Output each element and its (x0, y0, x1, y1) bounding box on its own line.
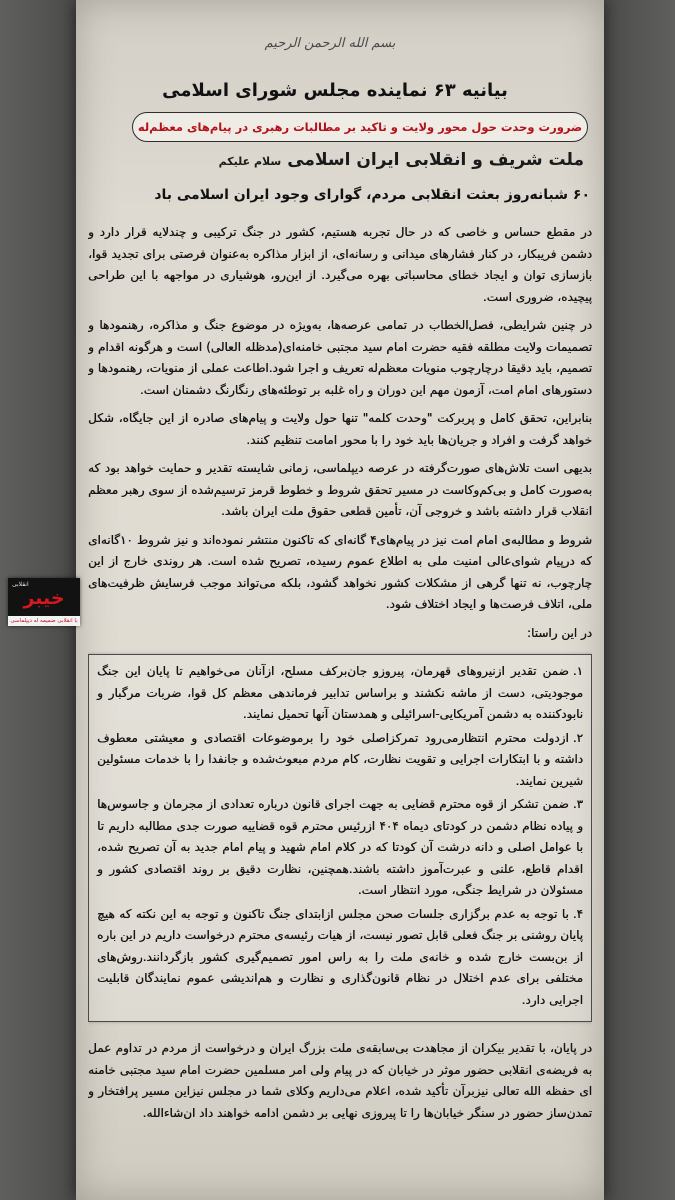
body-paragraph: بدیهی است تلاش‌های صورت‌گرفته در عرصه دیپلماسی، زمانی شایسته تقدیر و حمایت خواهد بود که به‌صورت کامل و بی‌کم‌وکاست در مسیر تحقق شروط و خطوط قرمز ترسیم‌شده از سوی رهبر معظم انقلاب قرار داشته باشد و خروجی آن، تأمین قطعی حقوق ملت ایران باشد. (88, 461, 592, 518)
statement-body (88, 222, 592, 1184)
demand-number: ۱. (572, 664, 583, 678)
demand-text: ازدولت محترم انتظارمی‌رود تمرکزاصلی خود را برموضوعات اقتصادی و معیشتی معطوف داشته و با ابتکارات اجرایی و تقویت نظارت، کام مردم مبعوث‌شده و جانفدا را با خدمات مسئولین شیرین نمایند. (97, 730, 583, 788)
body-paragraph: در مقطع حساس و خاصی که در حال تجربه هستیم، کشور در جنگ ترکیبی و چندلایه قرار دارد و دشمن فریبکار، در کنار فشارهای میدانی و رسانه‌ای، از ابزار مذاکره به‌عنوان فرصتی برای تجدید قوا، بازسازی توان و ایجاد خطای محاسباتی بهره می‌گیرد. از این‌رو، هوشیاری در مواجهه با این طراحی پیچیده، ضروری است. (88, 225, 592, 304)
headline: ۶۰ شبانه‌روز بعثت انقلابی مردم، گوارای وجود ایران اسلامی باد (154, 187, 590, 203)
body-paragraph: بنابراین، تحقق کامل و پربرکت "وحدت کلمه" تنها حول ولایت و پیام‌های صادره از این جایگاه، شکل خواهد گرفت و افراد و جریان‌ها باید خود را با محور امامت تنظیم کنند. (88, 411, 592, 447)
demand-item (97, 661, 583, 726)
basmala-calligraphy: بسم الله الرحمن الرحیم (264, 36, 396, 51)
demand-number: ۴. (572, 906, 583, 921)
demand-text: با توجه به عدم برگزاری جلسات صحن مجلس ازابتدای جنگ تاکنون و توجه به این نکته که هیچ پایان روشنی بر جنگ فعلی قابل تصور نیست، از هیات رئیسه‌ی محترم درخواست داریم در این باره از بن‌بست خارج شده و خانه‌ی ملت را به راس امور تصمیم‌گیری کشور بازگردانند.روش‌های مختلفی برای عدم اختلال در نظام قانون‌گذاری و نظارت و هم‌اندیشی عموم نمایندگان قابلیت اجرایی دارد. (97, 906, 583, 1007)
demand-item (97, 904, 583, 1012)
logo-strip: با انقلابی ضمیمه له دیپلماسی (8, 616, 80, 626)
greeting-row (219, 150, 584, 170)
salutation: سلام علیکم (218, 155, 282, 168)
demand-number: ۲. (572, 730, 583, 745)
statement-title: بیانیه ۶۳ نماینده مجلس شورای اسلامی (162, 80, 508, 101)
demand-number: ۳. (572, 797, 583, 811)
demands-box (88, 654, 592, 1022)
demand-item (97, 728, 583, 793)
khaybar-logo (8, 578, 80, 626)
logo-tag: انقلابی (12, 581, 29, 588)
body-paragraph: شروط و مطالبه‌ی امام امت نیز در پیام‌های۴ گانه‌ای که تاکنون منتشر نموده‌اند و نیز شروط ۱۰گانه‌ای که درپیام شوای‌عالی امنیت ملی به اطلاع عموم رسیده، تصریح شده است. هر روندی خارج از این چارچوب، نه تنها گرهی از مشکلات کشور نخواهد گشود، بلکه می‌تواند موجب فرسایش ظرفیت‌های ملی، اتلاف فرصت‌ها و ایجاد اختلاف شود. (88, 532, 592, 611)
greeting: ملت شریف و انقلابی ایران اسلامی (287, 150, 584, 170)
demand-text: ضمن تقدیر ازنیروهای قهرمان، پیروزو جان‌برکف مسلح، ازآنان می‌خواهیم تا پایان این جنگ موجودیتی، دست از ماشه نکشند و براساس تدابیر فرماندهی معظم کل قوا، ضربات مرگبار و نابودکننده به دشمن آمریکایی-اسرائیلی و همدستان آنها تحمیل نمایند. (97, 664, 583, 721)
body-paragraph: در چنین شرایطی، فصل‌الخطاب در تمامی عرصه‌ها، به‌ویژه در موضوع جنگ و مذاکره، رهنمودها و تصمیمات ولایت مطلقه فقیه حضرت امام سید مجتبی خامنه‌ای(مدظله العالی) است و هرگونه اقدام و تصمیم، باید دقیقا درچارچوب منویات معظم‌له تعریف و اجرا شود.اطاعت عملی از منویات، رهنمودها و دستورهای امام امت، آزمون مهم این دوران و راه غلبه بر توطئه‌های رنگارنگ دشمنان است. (88, 318, 592, 397)
closing-paragraph: در پایان، با تقدیر بیکران از مجاهدت بی‌سابقه‌ی ملت بزرگ ایران و درخواست از مردم در تداوم عمل به فریضه‌ی انقلابی حضور موثر در خیابان که در پیام ولی امر مسلمین حضرت امام سید مجتبی خامنه ای حفظه الله تعالی نیزبرآن تأکید شده، اعلام می‌داریم وکلای شما در مجلس نیزاین مسیر پرافتخار و تمدن‌ساز حضور در سنگر خیابان‌ها را تا پیروزی نهایی بر دشمن ادامه خواهند داد ان‌شاءالله. (88, 1041, 592, 1120)
demand-text: ضمن تشکر از قوه محترم قضایی به جهت اجرای قانون درباره تعدادی از مجرمان و جاسوس‌ها و پیاده نظام دشمن در کودتای دیماه ۴۰۴ ازرئیس محترم قوه قضاییه صورت جدی مطالبه داریم تا با عوامل اصلی و دانه درشت آن کودتا که در کلام امام شهید و پیام امام جدید به آن تصریح شده، اقدام قاطع، علنی و عبرت‌آموز داشته باشند.همچنین، نظارت دقیق بر روند اقتصادی کشور و مسئولان در شرایط جنگی، مورد انتظار است. (97, 797, 583, 897)
lead-in: در این راستا: (526, 625, 592, 640)
demand-item (97, 794, 583, 902)
logo-name: خیبر (23, 587, 65, 609)
statement-subtitle: ضرورت وحدت حول محور ولایت و تاکید بر مطالبات رهبری در پیام‌های معظم‌له (137, 120, 583, 134)
statement-paper (76, 0, 604, 1200)
subtitle-box (132, 112, 588, 142)
